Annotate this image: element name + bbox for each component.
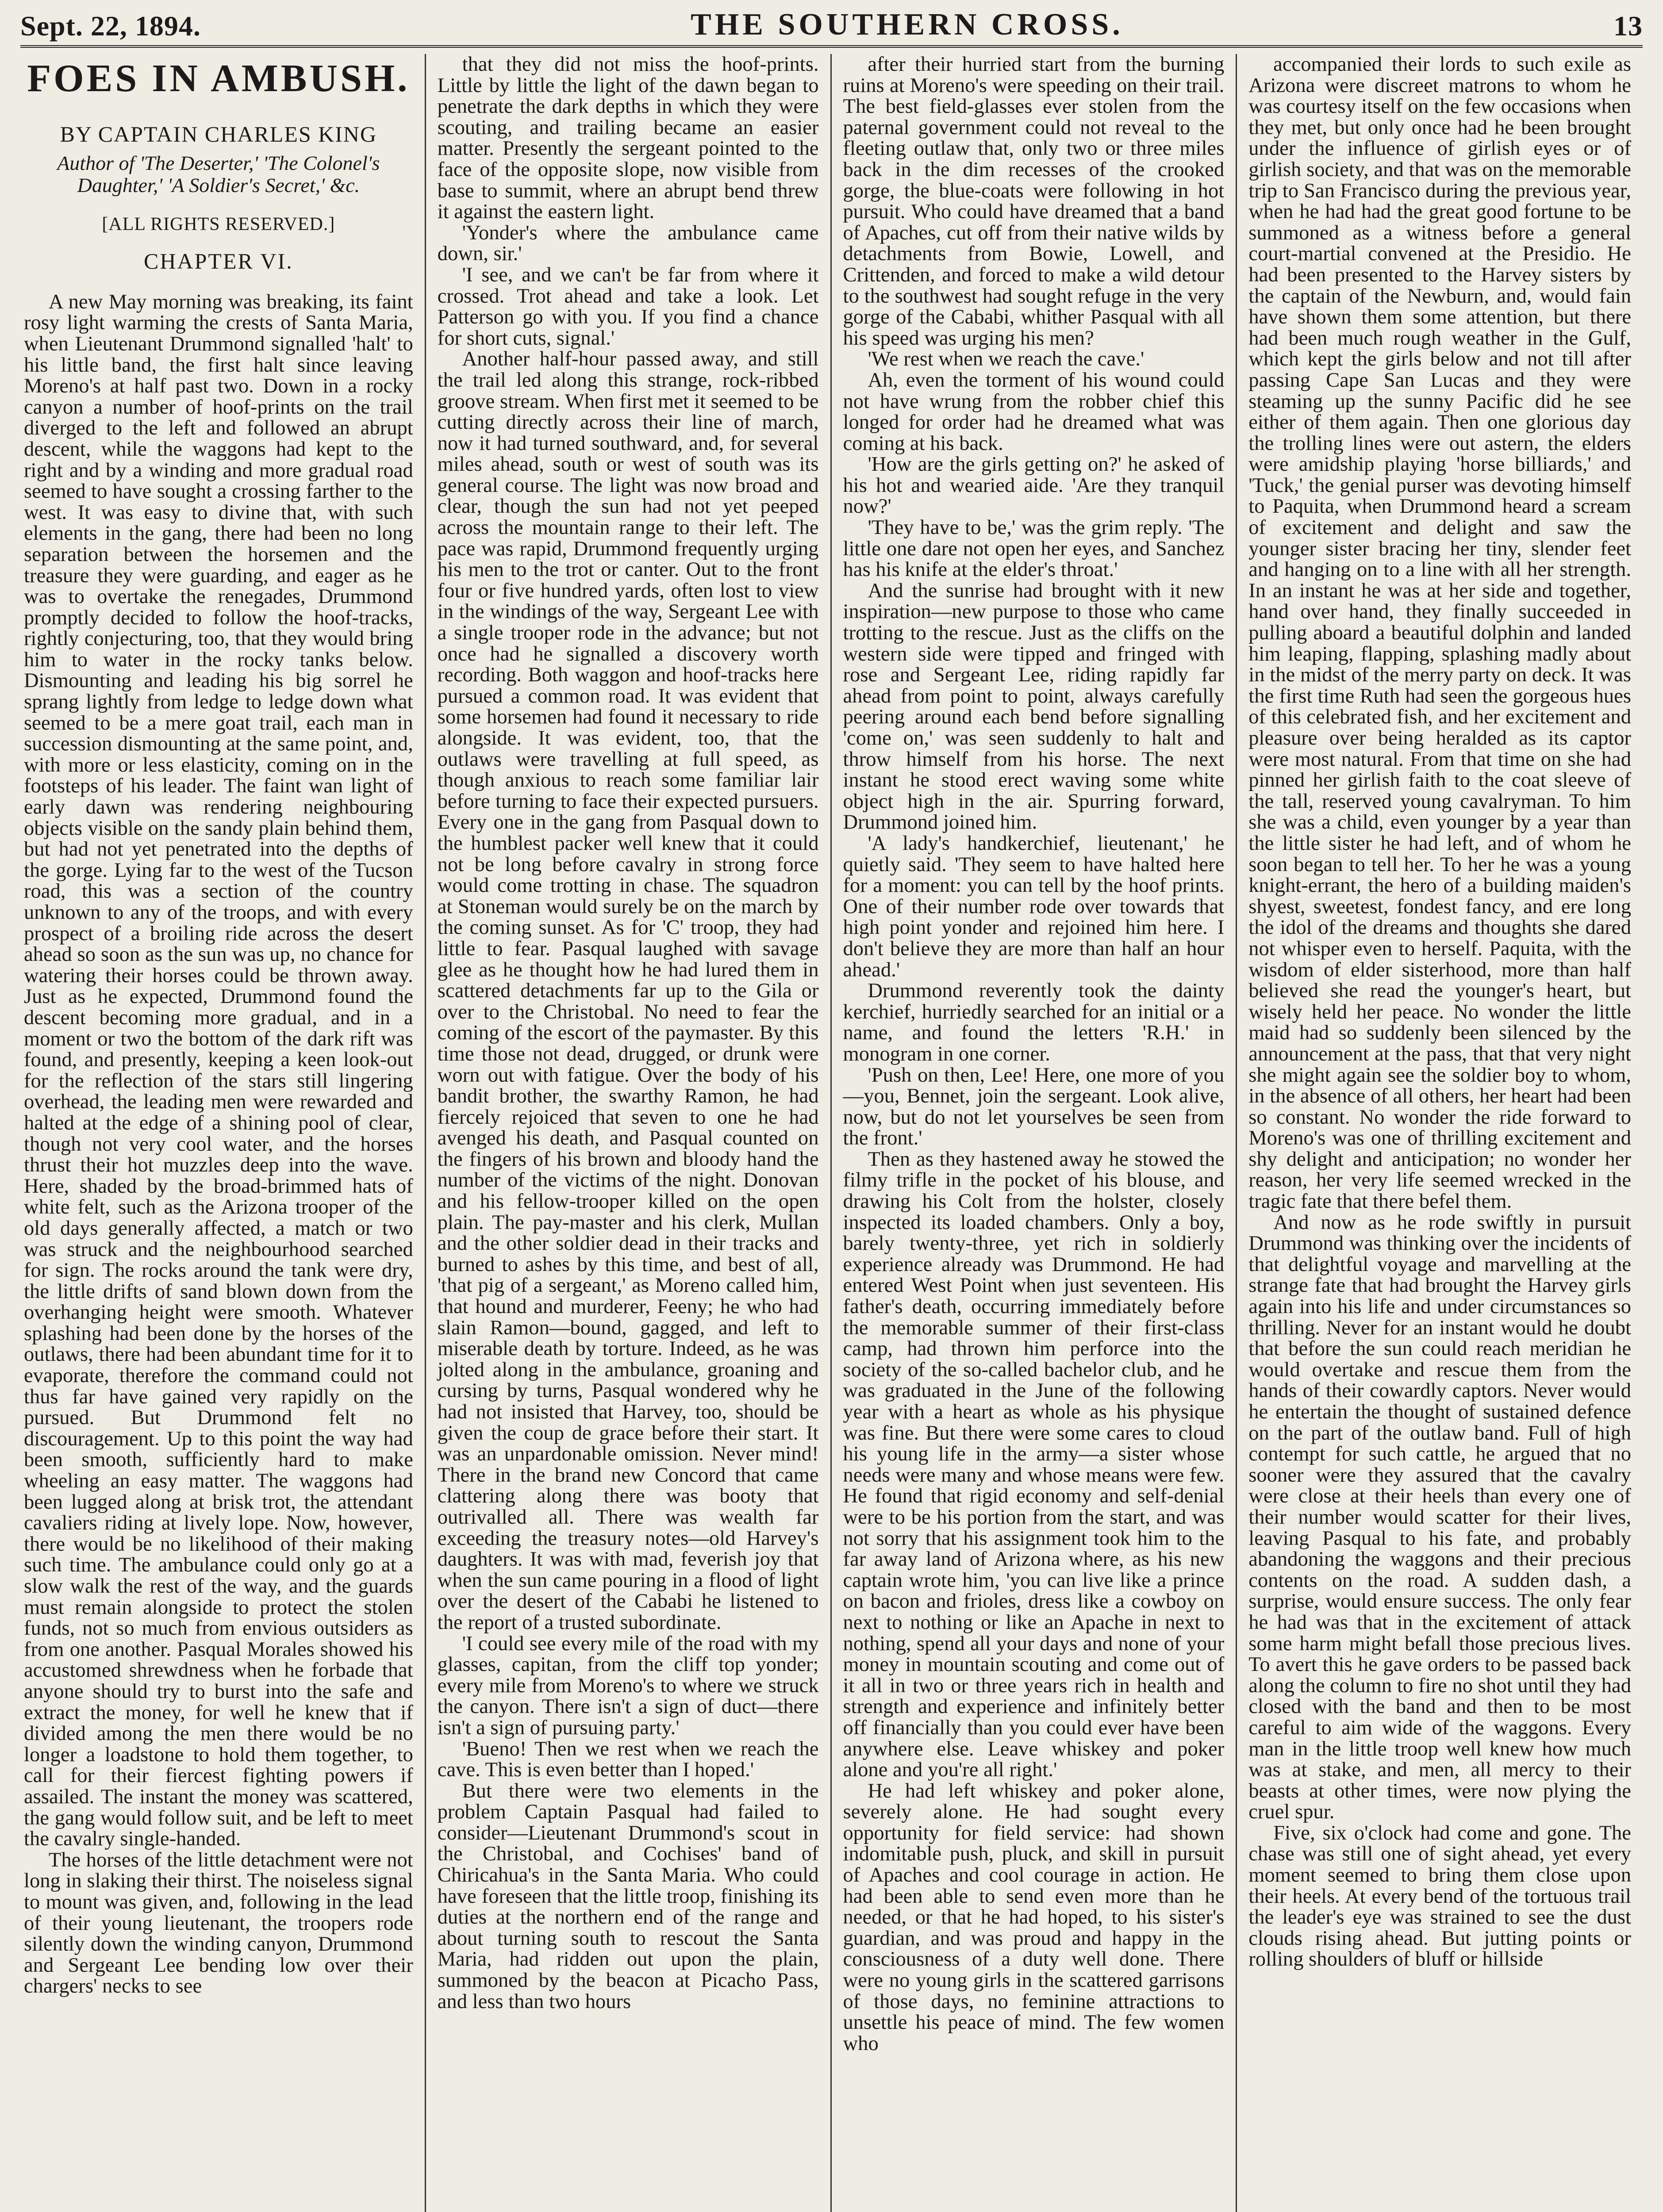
column-2 xyxy=(426,54,832,2212)
paragraph: accompanied their lords to such exile as Arizona were discreet matrons to whom he was courtesy itself on the few occasions when they met, but only once had he been brought under the influence of girlish eyes or of girlish society, and that was on the memorable trip to San Francisco during the previous year, when he had had the great good fortune to be summoned as a witness before a general court-martial convened at the Presidio. He had been presented to the Harvey sisters by the captain of the Newburn, and, would fain have shown them some attention, but there had been much rough weather in the Gulf, which kept the girls below and not till after passing Cape San Lucas and they were steaming up the sunny Pacific did he see either of them again. Then one glorious day the trolling lines were out astern, the elders were amidship playing 'horse billiards,' and 'Tuck,' the genial purser was devoting himself to Paquita, when Drummond heard a scream of excitement and delight and saw the younger sister bracing her tiny, slender feet and hanging on to a line with all her strength. In an instant he was at her side and together, hand over hand, they finally succeeded in pulling aboard a beautiful dolphin and landed him leaping, flapping, splashing madly about in the midst of the merry party on deck. It was the first time Ruth had seen the gorgeous hues of this celebrated fish, and her excitement and pleasure over being heralded as its captor were most natural. From that time on she had pinned her girlish faith to the coat sleeve of the tall, reserved young cavalryman. To him she was a child, even younger by a year than the little sister he had left, and of whom he soon began to tell her. To her he was a young knight-errant, the hero of a building maiden's shyest, sweetest, fondest fancy, and ere long the idol of the dreams and thoughts she dared not whisper even to herself. Paquita, with the wisdom of elder sisterhood, more than half believed she read the younger's heart, but wisely held her peace. No wonder the little maid had so suddenly been silenced by the announcement at the pass, that that very night she might again see the soldier boy to whom, in the absence of all others, her heart had been so constant. No wonder the ride forward to Moreno's was one of thrilling excitement and shy delight and anticipation; no wonder her reason, her very life seemed wrecked in the tragic fate that there befel them. xyxy=(1248,54,1631,1213)
paragraph: And the sunrise had brought with it new inspiration—new purpose to those who came trotting to the rescue. Just as the cliffs on the western side were tipped and fringed with rose and Sergeant Lee, riding rapidly far ahead from point to point, always carefully peering around each bend before signalling 'come on,' was seen suddenly to halt and throw himself from his horse. The next instant he stood erect waving some white object high in the air. Spurring forward, Drummond joined him. xyxy=(843,579,1225,834)
column-3 xyxy=(832,54,1237,2212)
issue-date: Sept. 22, 1894. xyxy=(20,10,201,42)
paragraph: Five, six o'clock had come and gone. The chase was still one of sight ahead, yet every moment seemed to bring them close upon their heels. At every bend of the tortuous trail the leader's eye was strained to see the dust clouds rising ahead. But jutting points or rolling shoulders of bluff or hillside xyxy=(1248,1821,1631,1971)
paragraph: Then as they hastened away he stowed the filmy trifle in the pocket of his blouse, and drawing his Colt from the holster, closely inspected its loaded chambers. Only a boy, barely twenty-three, yet rich in soldierly experience already was Drummond. He had entered West Point when just seventeen. His father's death, occurring immediately before the memorable summer of their first-class camp, had thrown him perforce into the society of the so-called bachelor club, and he was graduated in the June of the following year with a heart as whole as his physique was fine. But there were some cares to cloud his young life in the army—a sister whose needs were many and whose means were few. He found that rigid economy and self-denial were to be his portion from the start, and was not sorry that his assignment took him to the far away land of Arizona where, as his new captain wrote him, 'you can live like a prince on bacon and frioles, dress like a cowboy on next to nothing or like an Apache in next to nothing, spend all your days and none of your money in mountain scouting and come out of it all in two or three years rich in health and strength and experience and infinitely better off financially than you could ever have been anywhere else. Leave whiskey and poker alone and you're all right.' xyxy=(843,1147,1225,1782)
paragraph: 'Bueno! Then we rest when we reach the cave. This is even better than I hoped.' xyxy=(437,1737,819,1782)
paragraph: 'I could see every mile of the road with my glasses, capitan, from the cliff top yonder; every mile from Moreno's to where we struck the canyon. There isn't a sign of duct—there isn't a sign of pursuing party.' xyxy=(437,1632,819,1739)
paragraph: The horses of the little detachment were not long in slaking their thirst. The noiseless signal to mount was given, and, following in the lead of their young lieutenant, the troopers rode silently down the winding canyon, Drummond and Sergeant Lee bending low over their chargers' necks to see xyxy=(24,1848,413,1998)
paragraph: after their hurried start from the burning ruins at Moreno's were speeding on their trail. The best field-glasses ever stolen from the paternal government could not reveal to the fleeting outlaw that, only two or three miles back in the dim recesses of the crooked gorge, the blue-coats were following in hot pursuit. Who could have dreamed that a band of Apaches, cut off from their native wilds by detachments from Bowie, Lowell, and Crittenden, and forced to make a wild detour to the southwest had sought refuge in the very gorge of the Cababi, whither Pasqual with all his speed was urging his men? xyxy=(843,54,1225,349)
paragraph: Drummond reverently took the dainty kerchief, hurriedly searched for an initial or a name, and found the letters 'R.H.' in monogram in one corner. xyxy=(843,979,1225,1065)
story-title: FOES IN AMBUSH. xyxy=(27,57,410,100)
article-columns xyxy=(20,54,1643,2212)
page-number: 13 xyxy=(1613,10,1643,42)
paragraph: 'We rest when we reach the cave.' xyxy=(868,347,1145,371)
paragraph: 'Push on then, Lee! Here, one more of you—you, Bennet, join the sergeant. Look alive, now, but do not let yourselves be seen from the front.' xyxy=(843,1063,1225,1150)
author-credits: Author of 'The Deserter,' 'The Colonel's Daughter,' 'A Soldier's Secret,' &c. xyxy=(57,151,380,196)
paragraph: that they did not miss the hoof-prints. Little by little the light of the dawn began to penetrate the dark depths in which they were scouting, and trailing became an easier matter. Presently the sergeant pointed to the face of the opposite slope, now visible from base to summit, where an abrupt bend threw it against the eastern light. xyxy=(437,54,819,223)
paragraph: 'I see, and we can't be far from where it crossed. Trot ahead and take a look. Let Patterson go with you. If you find a chance for short cuts, signal.' xyxy=(437,263,819,349)
newspaper-title: THE SOUTHERN CROSS. xyxy=(691,8,1124,42)
paragraph: But there were two elements in the problem Captain Pasqual had failed to consider—Lieutenant Drummond's scout in the Christobal, and Cochises' band of Chiricahua's in the Santa Maria. Who could have foreseen that the little troop, finishing its duties at the northern end of the range and about turning south to rescout the Santa Maria, had ridden out upon the plain, summoned by the beacon at Picacho Pass, and less than two hours xyxy=(437,1779,819,2013)
story-byline: BY CAPTAIN CHARLES KING xyxy=(60,122,377,146)
paragraph: He had left whiskey and poker alone, severely alone. He had sought every opportunity for field service: had shown indomitable push, pluck, and skill in pursuit of Apaches and cool courage in action. He had been able to send even more than he needed, or that he had hoped, to his sister's guardian, and was proud and happy in the consciousness of a duty well done. There were no young girls in the scattered garrisons of those days, no feminine attractions to unsettle his peace of mind. The few women who xyxy=(843,1779,1225,2055)
chapter-heading: CHAPTER VI. xyxy=(144,249,293,274)
paragraph: A new May morning was breaking, its faint rosy light warming the crests of Santa Maria, when Lieutenant Drummond signalled 'halt' to his little band, the first halt since leaving Moreno's at half past two. Down in a rocky canyon a number of hoof-prints on the trail diverged to the left and followed an abrupt descent, while the waggons had kept to the right and by a winding and more gradual road seemed to have sought a crossing farther to the west. It was easy to divine that, with such elements in the gang, there had been no long separation between the horsemen and the treasure they were guarding, and eager as he was to overtake the renegades, Drummond promptly decided to follow the hoof-tracks, rightly conjecturing, too, that they would bring him to water in the rocky tanks below. Dismounting and leading his big sorrel he sprang lightly from ledge to ledge down what seemed to be a mere goat trail, each man in succession dismounting at the same point, and, with more or less elasticity, coming on in the footsteps of his leader. The faint wan light of early dawn was rendering neighbouring objects visible on the sandy plain behind them, but had not yet penetrated into the depths of the gorge. Lying far to the west of the Tucson road, this was a section of the country unknown to any of the troops, and with every prospect of a broiling ride across the desert ahead so soon as the sun was up, no chance for watering their horses could be thrown away. Just as he expected, Drummond found the descent becoming more gradual, and in a moment or two the bottom of the dark rift was found, and presently, keeping a keen look-out for the reflection of the stars still lingering overhead, the leading men were rewarded and halted at the edge of a shining pool of clear, though not very cool water, and the horses thrust their hot muzzles deep into the wave. Here, shaded by the broad-brimmed hats of white felt, such as the Arizona trooper of the old days generally affected, a match or two was struck and the neighbourhood searched for sign. The rocks around the tank were dry, the little drifts of sand blown down from the overhanging height were smooth. Whatever splashing had been done by the horses of the outlaws, there had been abundant time for it to evaporate, therefore the command could not thus far have gained very rapidly on the pursued. But Drummond felt no discouragement. Up to this point the way had been smooth, sufficiently hard to make wheeling an easy matter. The waggons had been lugged along at brisk trot, the attendant cavaliers riding at lively lope. Now, however, there would be no likelihood of their making such time. The ambulance could only go at a slow walk the rest of the way, and the guards must remain alongside to protect the stolen funds, not so much from envious outsiders as from one another. Pasqual Morales showed his accustomed shrewdness when he forbade that anyone should try to burst into the safe and extract the money, for well he knew that if divided among the men there would be no longer a loadstone to hold them together, to call for their fiercest fighting powers if assailed. The instant the money was scattered, the gang would follow suit, and be left to meet the cavalry single-handed. xyxy=(24,290,413,1851)
paragraph: Another half-hour passed away, and still the trail led along this strange, rock-ribbed groove stream. When first met it seemed to be cutting directly across their line of march, now it had turned southward, and, for several miles ahead, south or west of south was its general course. The light was now broad and clear, though the sun had not yet peeped across the mountain range to their left. The pace was rapid, Drummond frequently urging his men to the trot or canter. Out to the front four or five hundred yards, often lost to view in the windings of the way, Sergeant Lee with a single trooper rode in the advance; but not once had he signalled a discovery worth recording. Both waggon and hoof-tracks here pursued a common road. It was evident that some horsemen had found it necessary to ride alongside. It was evident, too, that the outlaws were travelling at full speed, as though anxious to reach some familiar lair before turning to face their expected pursuers. Every one in the gang from Pasqual down to the humblest packer well knew that it could not be long before cavalry in strong force would come trotting in chase. The squadron at Stoneman would surely be on the march by the coming sunset. As for 'C' troop, they had little to fear. Pasqual laughed with savage glee as he thought how he had lured them in scattered detachments far up to the Gila or over to the Christobal. No need to fear the coming of the escort of the paymaster. By this time those not dead, drugged, or drunk were worn out with fatigue. Over the body of his bandit brother, the swarthy Ramon, he had fiercely rejoiced that seven to one he had avenged his death, and Pasqual counted on the fingers of his brown and bloody hand the number of the victims of the night. Donovan and his fellow-trooper killed on the open plain. The pay-master and his clerk, Mullan and the other soldier dead in their tracks and burned to ashes by this time, and best of all, 'that pig of a sergeant,' as Moreno called him, that hound and murderer, Feeny; he who had slain Ramon—bound, gagged, and left to miserable death by torture. Indeed, as he was jolted along in the ambulance, groaning and cursing by turns, Pasqual wondered why he had not insisted that Harvey, too, should be given the coup de grace before their start. It was an unpardonable omission. Never mind! There in the brand new Concord that came clattering along there was booty that outrivalled all. There was wealth far exceeding the treasury notes—old Harvey's daughters. It was with mad, feverish joy that when the sun came pouring in a flood of light over the desert of the Cababi he listened to the report of a trusted subordinate. xyxy=(437,347,819,1634)
column-4 xyxy=(1237,54,1643,2212)
masthead xyxy=(20,8,1643,48)
paragraph: 'Yonder's where the ambulance came down, sir.' xyxy=(437,221,819,265)
rights-notice: [ALL RIGHTS RESERVED.] xyxy=(102,214,335,234)
paragraph: And now as he rode swiftly in pursuit Drummond was thinking over the incidents of that delightful voyage and marvelling at the strange fate that had brought the Harvey girls again into his life and under circumstances so thrilling. Never for an instant would he doubt that before the sun could reach meridian he would overtake and rescue them from the hands of their cowardly captors. Never would he entertain the thought of sustained defence on the part of the outlaw band. Full of high contempt for such cattle, he argued that no sooner were they assured that the cavalry were close at their heels than every one of their number would scatter for their lives, leaving Pasqual to his fate, and probably abandoning the waggons and their precious contents on the road. A sudden dash, a surprise, would ensure success. The only fear he had was that in the excitement of attack some harm might befall those precious lives. To avert this he gave orders to be passed back along the column to fire no shot until they had closed with the band and then to be most careful to aim wide of the waggons. Every man in the little troop well knew how much was at stake, and men, all mercy to their beasts at other times, were now plying the cruel spur. xyxy=(1248,1210,1631,1824)
paragraph: 'A lady's handkerchief, lieutenant,' he quietly said. 'They seem to have halted here for a moment: you can tell by the hoof prints. One of their number rode over towards that high point yonder and rejoined him here. I don't believe they are more than half an hour ahead.' xyxy=(843,831,1225,981)
paragraph: Ah, even the torment of his wound could not have wrung from the robber chief this longed for order had he dreamed what was coming at his back. xyxy=(843,368,1225,455)
column-1 xyxy=(20,54,426,2212)
paragraph: 'They have to be,' was the grim reply. 'The little one dare not open her eyes, and Sanchez has his knife at the elder's throat.' xyxy=(843,516,1225,581)
paragraph: 'How are the girls getting on?' he asked of his hot and wearied aide. 'Are they tranquil now?' xyxy=(843,453,1225,518)
